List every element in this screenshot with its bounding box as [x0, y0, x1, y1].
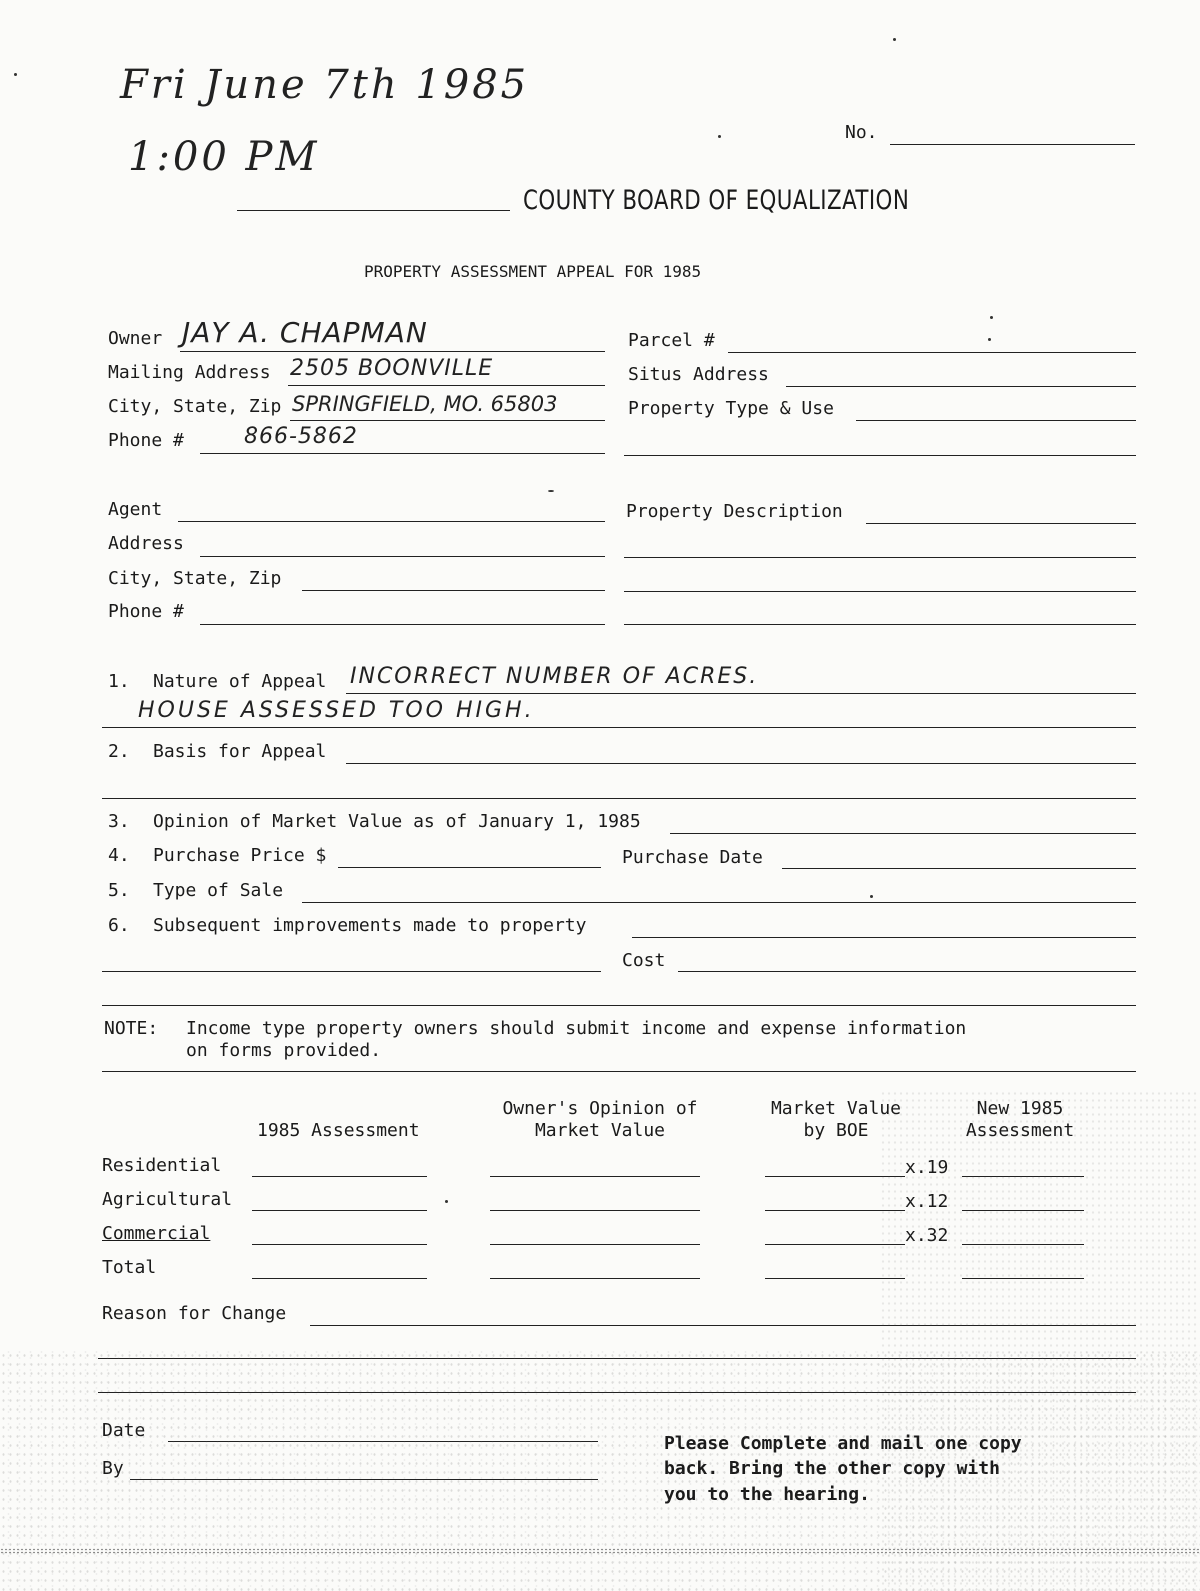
scan-speck — [988, 338, 991, 341]
q2-label: Basis for Appeal — [153, 741, 327, 762]
row-residential-label: Residential — [102, 1155, 222, 1176]
scan-speck — [548, 490, 554, 492]
agent-address-field[interactable] — [200, 556, 605, 557]
q2-field-2[interactable] — [102, 798, 1136, 799]
property-type-label: Property Type & Use — [628, 398, 834, 419]
phone-value[interactable]: 866-5862 — [244, 424, 358, 449]
note-divider — [102, 1071, 1136, 1072]
agent-label: Agent — [108, 499, 163, 520]
q5-number: 5. — [108, 880, 130, 901]
note-line2: on forms provided. — [186, 1040, 382, 1061]
q4-number: 4. — [108, 845, 130, 866]
row-total-label: Total — [102, 1257, 157, 1278]
mailing-address-line — [288, 385, 605, 386]
agent-phone-label: Phone # — [108, 601, 184, 622]
q5-field[interactable] — [302, 902, 1136, 903]
by-label: By — [102, 1458, 124, 1479]
by-field[interactable] — [130, 1479, 598, 1480]
form-number-label: No. — [845, 122, 878, 143]
agent-city-label: City, State, Zip — [108, 568, 282, 589]
agricultural-factor: x.12 — [905, 1191, 949, 1212]
city-state-zip-line — [290, 420, 605, 421]
property-description-field-3[interactable] — [624, 591, 1136, 592]
scan-speck — [870, 895, 873, 898]
scan-edge-strip — [0, 1548, 1200, 1554]
scan-speck — [445, 1200, 448, 1203]
q6-cost-field[interactable] — [678, 971, 1136, 972]
q6-field[interactable] — [632, 937, 1136, 938]
note-line1: Income type property owners should submit income and expense information — [186, 1018, 967, 1039]
commercial-factor: x.32 — [905, 1225, 949, 1246]
q1-line2 — [102, 727, 1136, 728]
scan-noise-bottom — [0, 1351, 1200, 1591]
q1-line1 — [346, 693, 1136, 694]
mailing-address-value[interactable]: 2505 BOONVILLE — [290, 356, 494, 381]
q4-price-field[interactable] — [338, 867, 601, 868]
handwritten-time: 1:00 PM — [128, 134, 320, 180]
total-boe-field[interactable] — [765, 1278, 905, 1279]
commercial-1985-field[interactable] — [252, 1244, 427, 1245]
q1-value-line2[interactable]: HOUSE ASSESSED TOO HIGH. — [138, 698, 535, 723]
q3-label: Opinion of Market Value as of January 1, 1985 — [153, 811, 641, 832]
col-owner-opinion-2: Market Value — [534, 1120, 666, 1141]
reason-field[interactable] — [310, 1325, 1136, 1326]
row-commercial-label: Commercial — [102, 1223, 211, 1244]
date-label: Date — [102, 1420, 146, 1441]
agent-address-label: Address — [108, 533, 184, 554]
q1-value-line1[interactable]: INCORRECT NUMBER OF ACRES. — [350, 664, 759, 689]
form-number-field[interactable] — [890, 144, 1135, 145]
owner-field-line — [180, 351, 605, 352]
total-opinion-field[interactable] — [490, 1278, 700, 1279]
property-type-field-2[interactable] — [624, 455, 1136, 456]
scan-speck — [14, 73, 17, 76]
total-1985-field[interactable] — [252, 1278, 427, 1279]
residential-boe-field[interactable] — [765, 1176, 905, 1177]
commercial-opinion-field[interactable] — [490, 1244, 700, 1245]
col-1985-assessment: 1985 Assessment — [257, 1120, 420, 1141]
agent-phone-field[interactable] — [200, 624, 605, 625]
q4-label: Purchase Price $ — [153, 845, 327, 866]
agent-city-field[interactable] — [302, 590, 605, 591]
footer-note-line3: you to the hearing. — [664, 1484, 870, 1505]
property-description-label: Property Description — [626, 501, 843, 522]
agricultural-new-field[interactable] — [962, 1210, 1084, 1211]
q3-field[interactable] — [670, 833, 1136, 834]
date-field[interactable] — [168, 1441, 598, 1442]
q6-number: 6. — [108, 915, 130, 936]
form-subtitle: PROPERTY ASSESSMENT APPEAL FOR 1985 — [364, 262, 702, 281]
q3-number: 3. — [108, 811, 130, 832]
footer-note-line1: Please Complete and mail one copy — [664, 1433, 1022, 1454]
scan-speck — [718, 135, 721, 138]
property-description-field[interactable] — [866, 523, 1136, 524]
residential-1985-field[interactable] — [252, 1176, 427, 1177]
q2-field[interactable] — [346, 763, 1136, 764]
q6-label: Subsequent improvements made to property — [153, 915, 587, 936]
total-new-field[interactable] — [962, 1278, 1084, 1279]
col-new-assessment-1: New 1985 — [976, 1098, 1064, 1119]
col-owner-opinion-1: Owner's Opinion of — [502, 1098, 698, 1119]
q6-field-2[interactable] — [102, 971, 601, 972]
footer-note-line2: back. Bring the other copy with — [664, 1458, 1000, 1479]
parcel-field[interactable] — [728, 352, 1136, 353]
owner-label: Owner — [108, 328, 163, 349]
col-market-value-boe-1: Market Value — [770, 1098, 902, 1119]
county-name-field[interactable] — [237, 210, 510, 211]
reason-field-3[interactable] — [98, 1392, 1136, 1393]
city-state-zip-label: City, State, Zip — [108, 396, 282, 417]
col-market-value-boe-2: by BOE — [803, 1120, 869, 1141]
city-state-zip-value[interactable]: SPRINGFIELD, MO. 65803 — [292, 392, 558, 416]
owner-value[interactable]: JAY A. CHAPMAN — [182, 316, 428, 349]
row-agricultural-label: Agricultural — [102, 1189, 233, 1210]
situs-address-label: Situs Address — [628, 364, 769, 385]
q6-cost-label: Cost — [622, 950, 666, 971]
situs-address-field[interactable] — [786, 386, 1136, 387]
agricultural-opinion-field[interactable] — [490, 1210, 700, 1211]
q2-number: 2. — [108, 741, 130, 762]
residential-factor: x.19 — [905, 1157, 949, 1178]
q6-field-3[interactable] — [102, 1005, 1136, 1006]
phone-line — [200, 453, 605, 454]
q1-number: 1. — [108, 671, 130, 692]
agricultural-1985-field[interactable] — [252, 1210, 427, 1211]
phone-label: Phone # — [108, 430, 184, 451]
note-label: NOTE: — [104, 1018, 159, 1039]
agent-field[interactable] — [178, 521, 605, 522]
handwritten-date: Fri June 7th 1985 — [120, 62, 530, 108]
reason-for-change-label: Reason for Change — [102, 1303, 287, 1324]
scan-speck — [990, 316, 993, 319]
commercial-new-field[interactable] — [962, 1244, 1084, 1245]
mailing-address-label: Mailing Address — [108, 362, 271, 383]
q4-date-field[interactable] — [782, 868, 1136, 869]
q1-label: Nature of Appeal — [153, 671, 327, 692]
scan-speck — [893, 38, 896, 41]
agricultural-boe-field[interactable] — [765, 1210, 905, 1211]
q5-label: Type of Sale — [153, 880, 284, 901]
commercial-boe-field[interactable] — [765, 1244, 905, 1245]
reason-field-2[interactable] — [98, 1358, 1136, 1359]
residential-new-field[interactable] — [962, 1176, 1084, 1177]
form-title: COUNTY BOARD OF EQUALIZATION — [523, 185, 910, 216]
residential-opinion-field[interactable] — [490, 1176, 700, 1177]
parcel-label: Parcel # — [628, 330, 715, 351]
property-description-field-4[interactable] — [624, 624, 1136, 625]
property-type-field[interactable] — [856, 420, 1136, 421]
q4-date-label: Purchase Date — [622, 847, 763, 868]
property-description-field-2[interactable] — [624, 557, 1136, 558]
col-new-assessment-2: Assessment — [965, 1120, 1075, 1141]
